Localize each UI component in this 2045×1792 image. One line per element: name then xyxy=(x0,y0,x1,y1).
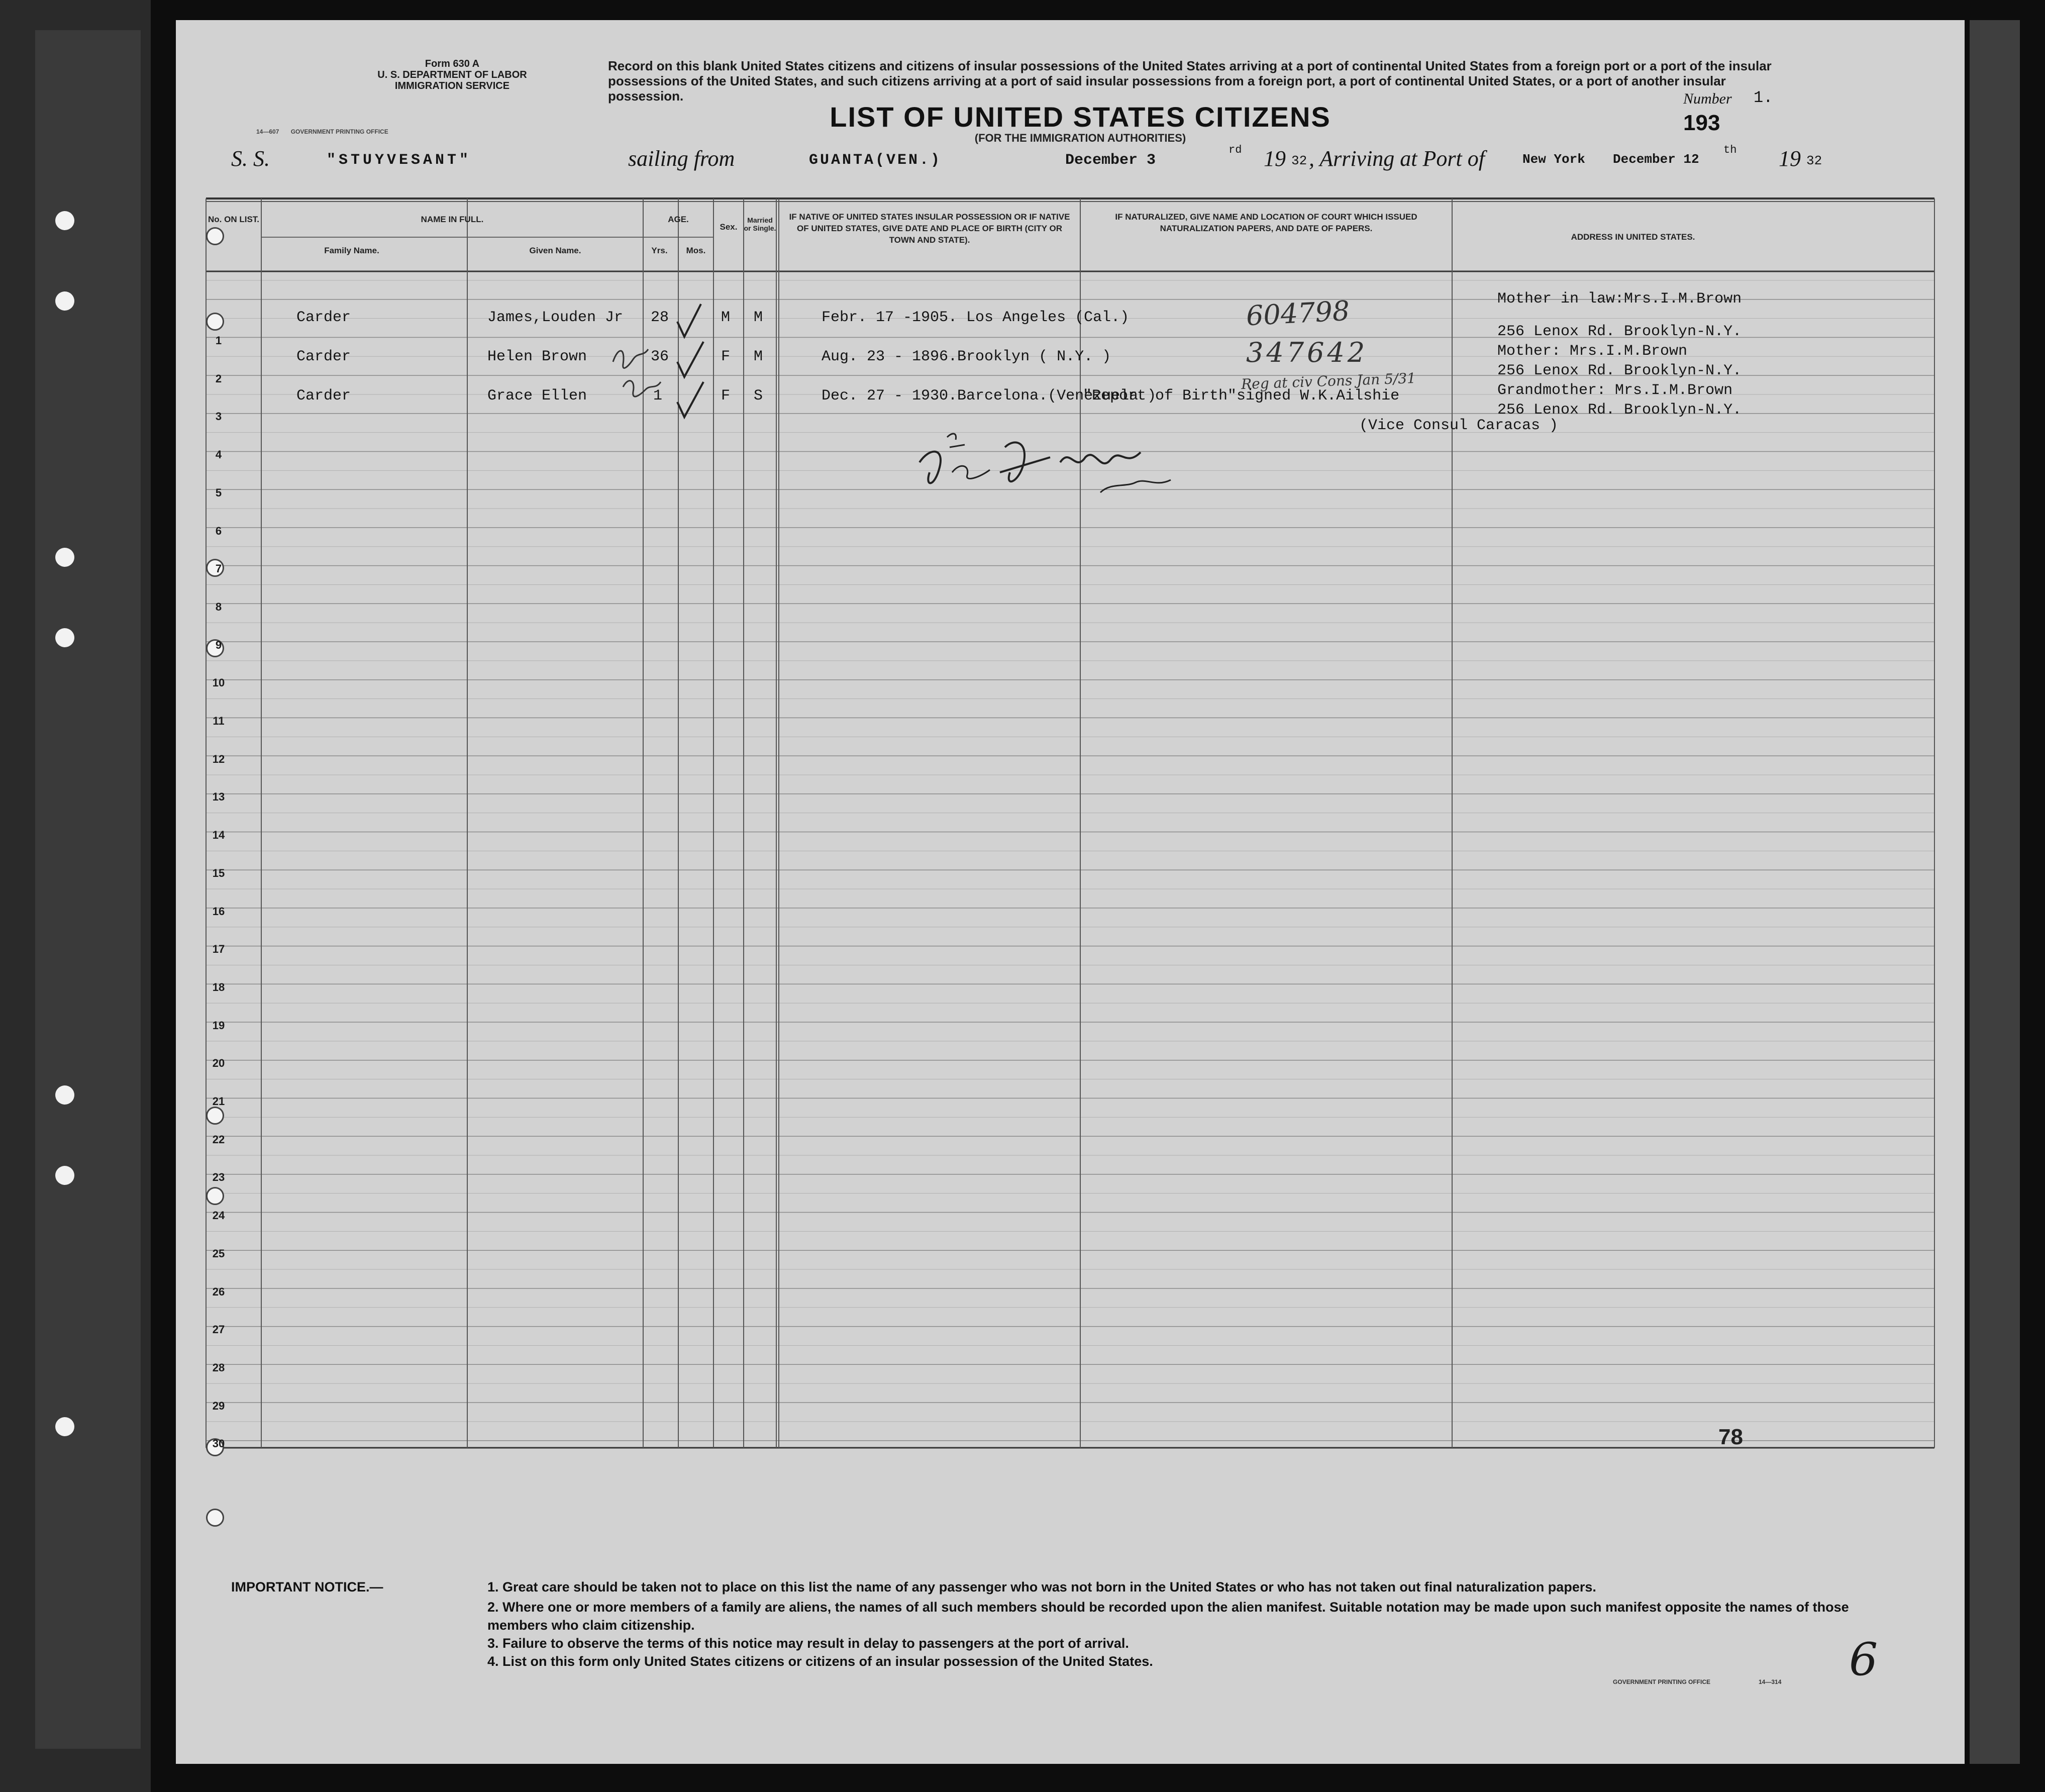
row-number: 16 xyxy=(212,905,225,918)
notice-item-1: 1. Great care should be taken not to place on this list the name of any passenger who was not born in the United States or who has not taken out final naturalization papers. xyxy=(487,1579,1596,1595)
year-prefix-2: 19 xyxy=(1779,146,1801,171)
row-number: 15 xyxy=(212,866,225,879)
notice-item-4: 4. List on this form only United States citizens or citizens of an insular possession of the United States. xyxy=(487,1654,1153,1669)
departure-date: December 3 xyxy=(1065,152,1156,169)
row-number: 13 xyxy=(212,790,225,804)
header-sex: Sex. xyxy=(720,222,738,232)
footer-printing-office: GOVERNMENT PRINTING OFFICE xyxy=(1613,1678,1711,1685)
row-number: 30 xyxy=(212,1437,225,1450)
birth-3: Dec. 27 - 1930.Barcelona.(Venezuela ) xyxy=(822,387,1157,405)
row-number: 8 xyxy=(215,600,222,613)
row-number: 7 xyxy=(215,562,222,575)
sex-2: F xyxy=(721,348,731,365)
header-family-name: Family Name. xyxy=(324,246,379,255)
age-years-3: 1 xyxy=(653,387,663,405)
punch-hole xyxy=(55,628,74,647)
ship-name: "STUYVESANT" xyxy=(327,152,472,169)
sheet-hole xyxy=(206,313,224,331)
row-number: 2 xyxy=(215,372,222,385)
vice-consul-note: (Vice Consul Caracas ) xyxy=(1359,417,1559,434)
sailing-label: sailing from xyxy=(628,146,735,171)
ruled-grid xyxy=(176,20,1965,1764)
age-years-1: 28 xyxy=(651,309,669,326)
header-name-in-full: NAME IN FULL. xyxy=(421,215,484,224)
header-address: ADDRESS IN UNITED STATES. xyxy=(1571,232,1695,242)
sheet-hole xyxy=(206,1107,224,1125)
header-naturalized: IF NATURALIZED, GIVE NAME AND LOCATION OF COURT WHICH ISSUED NATURALIZATION PAPERS, AND DATE OF PAPERS. xyxy=(1115,212,1417,233)
arrival-date: December 12 xyxy=(1613,152,1699,167)
row-number: 24 xyxy=(212,1209,225,1222)
address-line-3: Mother: Mrs.I.M.Brown xyxy=(1497,343,1688,360)
row-number: 4 xyxy=(215,448,222,461)
given-name-1: James,Louden Jr xyxy=(487,309,624,326)
naturalization-handwritten-3: Reg at civ Cons Jan 5/31 xyxy=(1241,369,1416,393)
row-number: 10 xyxy=(212,676,225,689)
row-number: 21 xyxy=(212,1095,225,1108)
sheet-number: 193 xyxy=(1683,111,1720,135)
departure-date-suffix: rd xyxy=(1229,144,1242,156)
row-number: 23 xyxy=(212,1171,225,1184)
marital-status-3: S xyxy=(754,387,763,405)
marital-status-2: M xyxy=(754,348,763,365)
row-number: 19 xyxy=(212,1019,225,1032)
page-subtitle: (FOR THE IMMIGRATION AUTHORITIES) xyxy=(974,132,1186,144)
footer-form-code: 14—314 xyxy=(1759,1678,1782,1685)
address-line-4: 256 Lenox Rd. Brooklyn-N.Y. xyxy=(1497,362,1742,379)
row-number: 26 xyxy=(212,1285,225,1298)
marital-status-1: M xyxy=(754,309,763,326)
page-stamp: 78 xyxy=(1718,1425,1743,1449)
family-name-1: Carder xyxy=(296,309,351,326)
punch-hole xyxy=(55,1166,74,1185)
inspector-signature xyxy=(909,417,1201,503)
birth-1: Febr. 17 -1905. Los Angeles (Cal.) xyxy=(822,309,1130,326)
form-number: Form 630 A xyxy=(425,58,480,69)
arrival-year: 32 xyxy=(1806,153,1822,168)
form-identification xyxy=(327,58,578,91)
age-years-2: 36 xyxy=(651,348,669,365)
printing-office: GOVERNMENT PRINTING OFFICE xyxy=(290,128,388,135)
service-name: IMMIGRATION SERVICE xyxy=(394,80,510,91)
sheet-hole xyxy=(206,227,224,245)
row-number: 27 xyxy=(212,1323,225,1336)
departure-port: GUANTA(VEN.) xyxy=(809,152,942,169)
punch-hole xyxy=(55,1417,74,1436)
family-name-3: Carder xyxy=(296,387,351,405)
form-code: 14—607 xyxy=(256,128,279,135)
row-number: 25 xyxy=(212,1247,225,1260)
notice-item-2: 2. Where one or more members of a family are aliens, the names of all such members should be recorded upon the alien manifest. Suitable notation may be made upon such manifest opposite the names of those members who claim citizenship. xyxy=(487,1600,1849,1633)
row-number: 18 xyxy=(212,980,225,993)
header-no-on-list: No. ON LIST. xyxy=(208,215,259,224)
punch-hole xyxy=(55,1085,74,1105)
intro-text: Record on this blank United States citizens and citizens of insular possessions of the United States arriving at a port of continental United States from a foreign port or a port of the insular possessions of the United States, and such citizens arriving at a port of said insular possessions from a foreign port, a port of continental United States, or a port of another insular possession. xyxy=(608,58,1772,104)
arriving-label: , Arriving at Port of xyxy=(1309,146,1485,171)
page-title: LIST OF UNITED STATES CITIZENS xyxy=(830,101,1331,133)
departure-year: 32 xyxy=(1291,153,1307,168)
address-line-5: Grandmother: Mrs.I.M.Brown xyxy=(1497,382,1733,399)
sex-1: M xyxy=(721,309,731,326)
naturalization-handwritten-2: 347642 xyxy=(1246,337,1368,368)
row-number: 28 xyxy=(212,1361,225,1374)
row-number: 14 xyxy=(212,829,225,842)
arrival-port: New York xyxy=(1522,152,1585,167)
address-line-1: Mother in law:Mrs.I.M.Brown xyxy=(1497,290,1742,308)
number-value: 1. xyxy=(1754,88,1773,107)
header-given-name: Given Name. xyxy=(529,246,581,255)
punch-hole xyxy=(55,211,74,230)
sheet-hole xyxy=(206,1187,224,1205)
manifest-sheet xyxy=(176,20,1965,1764)
header-married: Married or Single. xyxy=(744,216,776,232)
binder-spine xyxy=(35,30,141,1749)
number-label: Number xyxy=(1683,90,1732,107)
ss-prefix: S. S. xyxy=(231,146,270,171)
family-name-2: Carder xyxy=(296,348,351,365)
row-number: 12 xyxy=(212,752,225,765)
sheet-hole xyxy=(206,1509,224,1527)
punch-hole xyxy=(55,548,74,567)
address-line-2: 256 Lenox Rd. Brooklyn-N.Y. xyxy=(1497,323,1742,340)
department-name: U. S. DEPARTMENT OF LABOR xyxy=(377,69,527,80)
address-line-6: 256 Lenox Rd. Brooklyn-N.Y. xyxy=(1497,402,1742,419)
handwritten-annotation xyxy=(608,342,668,427)
right-binder-strip xyxy=(1970,20,2020,1764)
header-months: Mos. xyxy=(686,246,706,255)
row-number: 1 xyxy=(215,334,222,347)
checkmark-marks xyxy=(673,302,713,422)
notice-label: IMPORTANT NOTICE.— xyxy=(231,1579,383,1595)
row-number: 22 xyxy=(212,1133,225,1146)
header-birth: IF NATIVE OF UNITED STATES INSULAR POSSESSION OR IF NATIVE OF UNITED STATES, GIVE DATE AND PLACE OF BIRTH (CITY OR TOWN AND STATE). xyxy=(789,212,1070,245)
row-number: 29 xyxy=(212,1399,225,1412)
header-age: AGE. xyxy=(668,215,689,224)
row-number: 11 xyxy=(213,715,225,727)
row-number: 17 xyxy=(212,943,225,956)
sex-3: F xyxy=(721,387,731,405)
notice-item-3: 3. Failure to observe the terms of this notice may result in delay to passengers at the port of arrival. xyxy=(487,1636,1129,1651)
page-corner-number: 6 xyxy=(1849,1633,1878,1686)
birth-2: Aug. 23 - 1896.Brooklyn ( N.Y. ) xyxy=(822,348,1111,365)
year-prefix-1: 19 xyxy=(1264,146,1286,171)
given-name-2: Helen Brown xyxy=(487,348,587,365)
row-number: 9 xyxy=(215,638,222,651)
row-number: 5 xyxy=(215,486,222,499)
binder-edge xyxy=(0,0,151,1792)
punch-hole xyxy=(55,291,74,311)
row-number: 6 xyxy=(215,524,222,537)
given-name-3: Grace Ellen xyxy=(487,387,587,405)
row-number: 20 xyxy=(212,1057,225,1070)
header-years: Yrs. xyxy=(651,246,668,255)
row-number: 3 xyxy=(215,410,222,423)
naturalization-typed-3: "Report of Birth"signed W.K.Ailshie xyxy=(1083,387,1400,405)
naturalization-handwritten-1: 604798 xyxy=(1245,294,1351,332)
arrival-date-suffix: th xyxy=(1723,144,1737,156)
